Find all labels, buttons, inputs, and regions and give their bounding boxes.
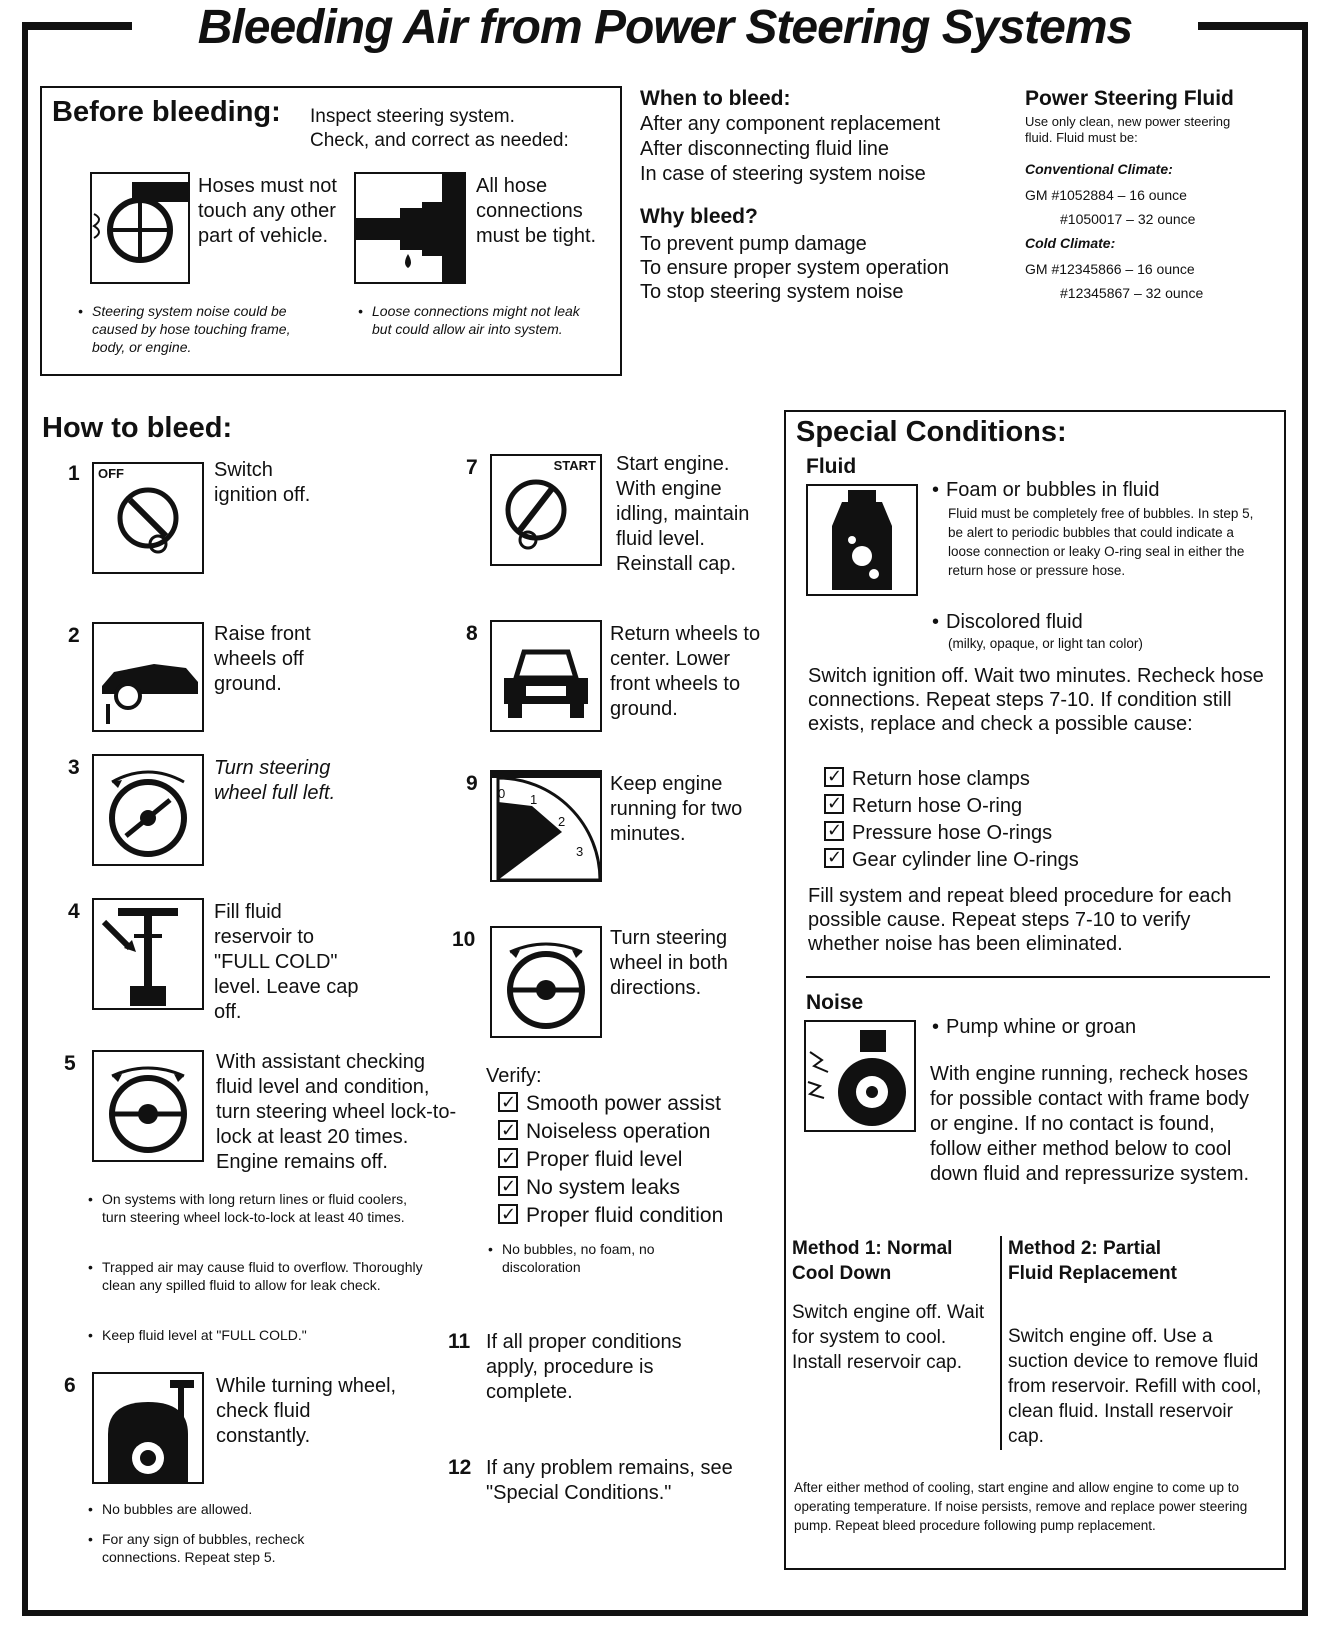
step-10-text: Turn steering wheel in both directions.	[610, 927, 728, 999]
cause-item: ✓Pressure hose O-rings	[824, 820, 1079, 847]
checkbox-checked-icon	[824, 821, 844, 841]
timer-icon	[490, 770, 602, 882]
when-item-3: In case of steering system noise	[640, 163, 926, 185]
cause-item: ✓Return hose O-ring	[824, 793, 1079, 820]
step-4-number: 4	[68, 900, 80, 923]
fluid-cold-1: GM #12345866 – 16 ounce	[1025, 261, 1195, 277]
before-note-1: • Steering system noise could be caused by hose touching frame, body, or engine.	[92, 302, 322, 356]
step-11-text: If all proper conditions apply, procedure is complete.	[486, 1331, 682, 1403]
hose-contact-icon	[90, 172, 190, 284]
why-item-2: To ensure proper system operation	[640, 257, 950, 279]
discolored-detail: (milky, opaque, or light tan color)	[948, 636, 1143, 651]
fluid-cold-2: #12345867 – 32 ounce	[1060, 285, 1204, 301]
verify-label: Verify:	[486, 1065, 542, 1087]
step-3-number: 3	[68, 756, 80, 779]
car-lowered-icon	[490, 620, 602, 732]
check-fluid-icon	[92, 1372, 204, 1484]
verify-item: ✓Noiseless operation	[498, 1118, 723, 1146]
fluid-bottle-icon	[806, 484, 918, 596]
ignition-off-label: OFF	[98, 466, 124, 481]
checkbox-checked-icon	[498, 1120, 518, 1140]
method-2-text: Switch engine off. Use a suction device to remove fluid from reservoir. Refill with cool, clean fluid. Install reservoir cap.	[1008, 1326, 1262, 1447]
checkbox-checked-icon	[498, 1176, 518, 1196]
checkbox-checked-icon	[824, 794, 844, 814]
timer-tick-2: 2	[558, 814, 566, 829]
step-5-number: 5	[64, 1052, 76, 1075]
verify-list	[498, 1090, 723, 1230]
method-2-title: Method 2: Partial Fluid Replacement	[1008, 1238, 1177, 1284]
pump-bullet: • Pump whine or groan	[946, 1018, 1136, 1036]
step-7-text: Start engine. With engine idling, maintain fluid level. Reinstall cap.	[616, 453, 750, 575]
when-item-2: After disconnecting fluid line	[640, 138, 890, 160]
step-8-text: Return wheels to center. Lower front wheels to ground.	[610, 623, 761, 720]
step-5-note-2: • Trapped air may cause fluid to overflow. Thoroughly clean any spilled fluid to allow for leak check.	[102, 1258, 432, 1294]
step-7-number: 7	[466, 456, 478, 479]
steering-left-icon	[92, 754, 204, 866]
method-divider	[1000, 1236, 1002, 1450]
before-intro-1: Inspect steering system.	[310, 106, 515, 127]
hose-connection-icon	[354, 172, 466, 284]
step-3-text: Turn steering wheel full left.	[214, 757, 336, 804]
title-rule-right	[1198, 22, 1308, 30]
after-cooling-text: After either method of cooling, start engine and allow engine to come up to operating temperature. If noise persists, remove and replace power steering pump. Repeat bleed procedure following pump replacement.	[794, 1480, 1248, 1533]
steering-both-icon	[490, 926, 602, 1038]
verify-item: ✓Proper fluid condition	[498, 1202, 723, 1230]
special-divider	[806, 976, 1270, 978]
step-8-number: 8	[466, 622, 478, 645]
method-1-text: Switch engine off. Wait for system to cool. Install reservoir cap.	[792, 1302, 985, 1373]
ignition-start-label: START	[553, 458, 596, 473]
when-item-1: After any component replacement	[640, 113, 941, 135]
why-heading: Why bleed?	[640, 205, 758, 228]
step-5-text: With assistant checking fluid level and condition, turn steering wheel lock-to-lock at least 20 times. Engine remains off.	[216, 1051, 457, 1173]
step-12-number: 12	[448, 1456, 472, 1479]
step-5-note-1: • On systems with long return lines or fluid coolers, turn steering wheel lock-to-lock at least 40 times.	[102, 1190, 432, 1226]
why-item-3: To stop steering system noise	[640, 281, 904, 303]
before-intro-2: Check, and correct as needed:	[310, 130, 569, 151]
checkbox-checked-icon	[498, 1148, 518, 1168]
recheck-text: Switch ignition off. Wait two minutes. Recheck hose connections. Repeat steps 7-10. If condition still exists, replace and check a possible cause:	[808, 665, 1264, 735]
step-10-number: 10	[452, 928, 476, 951]
verify-item: ✓Proper fluid level	[498, 1146, 723, 1174]
page-title: Bleeding Air from Power Steering Systems	[197, 1, 1133, 54]
discolored-bullet: • Discolored fluid	[946, 610, 1083, 634]
cause-item: ✓Return hose clamps	[824, 766, 1079, 793]
step-9-text: Keep engine running for two minutes.	[610, 773, 743, 845]
ignition-off-icon	[92, 462, 204, 574]
verify-item: ✓No system leaks	[498, 1174, 723, 1202]
timer-tick-3: 3	[576, 844, 584, 859]
fluid-intro: Use only clean, new power steering fluid. Fluid must be:	[1025, 114, 1231, 145]
hoses-text: Hoses must not touch any other part of vehicle.	[198, 175, 337, 247]
car-raised-icon	[92, 622, 204, 732]
fluid-conv-2: #1050017 – 32 ounce	[1060, 211, 1196, 227]
verify-item: ✓Smooth power assist	[498, 1090, 723, 1118]
checkbox-checked-icon	[498, 1204, 518, 1224]
step-11-number: 11	[448, 1330, 471, 1353]
causes-list	[824, 766, 1079, 874]
connections-text: All hose connections must be tight.	[476, 175, 597, 247]
verify-note: • No bubbles, no foam, no discoloration	[502, 1240, 712, 1276]
fill-reservoir-icon	[92, 898, 204, 1010]
step-2-text: Raise front wheels off ground.	[214, 623, 311, 695]
special-heading: Special Conditions:	[796, 416, 1067, 448]
cause-item: ✓Gear cylinder line O-rings	[824, 847, 1079, 874]
before-note-2: • Loose connections might not leak but could allow air into system.	[372, 302, 600, 338]
how-heading: How to bleed:	[42, 412, 233, 444]
fluid-cold-label: Cold Climate:	[1025, 235, 1116, 251]
title-rule-left	[22, 22, 132, 30]
step-5-note-3: • Keep fluid level at "FULL COLD."	[102, 1326, 432, 1344]
fluid-label: Fluid	[806, 455, 857, 478]
checkbox-checked-icon	[498, 1092, 518, 1112]
why-item-1: To prevent pump damage	[640, 233, 867, 255]
fill-text: Fill system and repeat bleed procedure for each possible cause. Repeat steps 7-10 to verify whether noise has been eliminated.	[808, 885, 1232, 955]
step-6-note-2: • For any sign of bubbles, recheck connections. Repeat step 5.	[102, 1530, 362, 1566]
before-heading: Before bleeding:	[52, 96, 281, 128]
fluid-conv-label: Conventional Climate:	[1025, 161, 1173, 177]
step-12-text: If any problem remains, see "Special Conditions."	[486, 1457, 733, 1504]
step-6-text: While turning wheel, check fluid constantly.	[216, 1375, 397, 1447]
step-6-note-1: • No bubbles are allowed.	[102, 1500, 422, 1518]
step-1-number: 1	[68, 462, 80, 485]
noise-label: Noise	[806, 991, 864, 1014]
timer-tick-1: 1	[530, 792, 538, 807]
steering-lock-to-lock-icon	[92, 1050, 204, 1162]
when-heading: When to bleed:	[640, 87, 791, 110]
checkbox-checked-icon	[824, 767, 844, 787]
ignition-start-icon	[490, 454, 602, 566]
noise-text: With engine running, recheck hoses for possible contact with frame body or engine. If no contact is found, follow either method below to cool down fluid and repressurize system.	[930, 1063, 1250, 1185]
step-6-number: 6	[64, 1374, 76, 1397]
fluid-heading: Power Steering Fluid	[1025, 87, 1234, 110]
foam-bullet: • Foam or bubbles in fluid	[946, 478, 1159, 502]
step-9-number: 9	[466, 772, 478, 795]
step-2-number: 2	[68, 624, 80, 647]
timer-tick-0: 0	[498, 786, 506, 801]
step-4-text: Fill fluid reservoir to "FULL COLD" level. Leave cap off.	[214, 901, 359, 1023]
step-1-text: Switch ignition off.	[214, 459, 311, 506]
checkbox-checked-icon	[824, 848, 844, 868]
fluid-conv-1: GM #1052884 – 16 ounce	[1025, 187, 1187, 203]
foam-detail: Fluid must be completely free of bubbles. In step 5, be alert to periodic bubbles that could indicate a loose connection or leaky O-ring seal in either the return hose or pressure hose.	[948, 506, 1254, 578]
pump-noise-icon	[804, 1020, 916, 1132]
method-1-title: Method 1: Normal Cool Down	[792, 1238, 953, 1284]
